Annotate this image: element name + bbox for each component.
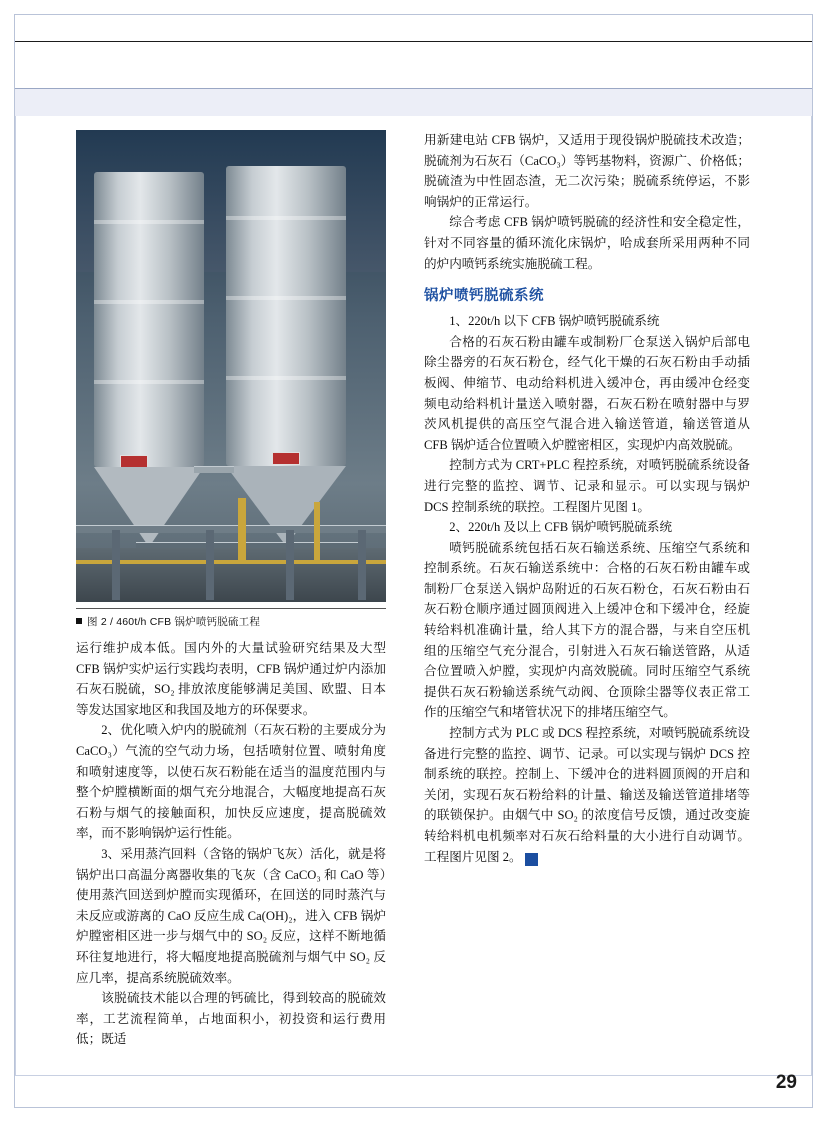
photo-silo-left (94, 172, 204, 467)
photo-structure (76, 560, 386, 564)
photo-support (286, 530, 294, 600)
photo-hopper-left (94, 467, 204, 547)
paragraph: 合格的石灰石粉由罐车或制粉厂仓泵送入锅炉后部电除尘器旁的石灰石粉仓，经气化干燥的石灰石粉由手动插板阀、伸缩节、电动给料机进入缓冲仓，再由缓冲仓经变频电动给料机计量送入喷射器，石灰石粉在喷射器中与罗茨风机提供的高压空气混合进入输送管道，输送管道从 CFB 锅炉适合位置喷入炉膛密相区，实现炉内高效脱硫。 (424, 334, 750, 452)
photo-band (226, 376, 346, 380)
photo-band (226, 296, 346, 300)
paragraph: 喷钙脱硫系统包括石灰石输送系统、压缩空气系统和控制系统。石灰石输送系统中：合格的石灰石粉由罐车或制粉厂仓泵送入锅炉岛附近的石灰石粉仓，石灰石粉由石灰石粉仓顺序通过圆顶阀进入上缓冲仓和下缓冲仓，经旋转给料机准确计量，给人其下方的混合器，与来自空压机组的压缩空气充分混合，引射进入石灰石输送管路，从适合位置喷入炉膛，实现炉内高效脱硫。同时压缩空气系统提供石灰石粉输送系统气动阀、仓顶除尘器等仪表正常工作的压缩空气和堵管状况下的排堵压缩空气。 (424, 540, 750, 720)
paragraph: 运行维护成本低。国内外的大量试验研究结果及大型 CFB 锅炉实炉运行实践均表明，CFB 锅炉通过炉内添加石灰石脱硫，SO₂ 排放浓度能够满足美国、欧盟、日本等发达国家地区和我国及地方的环保要求。 (76, 641, 386, 717)
photo-band (94, 300, 204, 304)
photo-support (206, 530, 214, 600)
photo-band (94, 380, 204, 384)
photo-pipe (76, 525, 386, 533)
article-end-mark: C (525, 853, 538, 866)
paragraph: 该脱硫技术能以合理的钙硫比，得到较高的脱硫效率，工艺流程简单，占地面积小，初投资和运行费用低；既适 (76, 991, 386, 1047)
photo-pipe (136, 542, 366, 548)
left-column-body (76, 638, 386, 1050)
paragraph: 1、220t/h 以下 CFB 锅炉喷钙脱硫系统 (449, 314, 660, 329)
photo-pipe (194, 466, 234, 473)
paragraph: 控制方式为 CRT+PLC 程控系统，对喷钙脱硫系统设备进行完整的监控、调节、记录和显示。可以实现与锅炉 DCS 控制系统的联控。工程图片见图 1。 (424, 458, 750, 514)
figure-caption (76, 614, 386, 629)
section-heading: 锅炉喷钙脱硫系统 (424, 288, 544, 305)
photo-silo-right (226, 166, 346, 466)
page-number: 29 (775, 1072, 797, 1093)
photo-ground (76, 548, 386, 602)
figure-photo (76, 130, 386, 602)
photo-band (94, 220, 204, 224)
left-column (76, 130, 386, 1050)
caption-divider (76, 608, 386, 609)
paragraph: 3、采用蒸汽回料（含铬的锅炉飞灰）活化，就是将锅炉出口高温分离器收集的飞灰（含 CaCO₃ 和 CaO 等）使用蒸汽回送到炉膛而实现循环，在回送的同时蒸汽与未反应或游离的 CaO 反应生成 Ca(OH)₂，进入 CFB 锅炉炉膛密相区进一步与烟气中的 SO₂ 反应，这样不断地循环往复地进行，将大幅度地提高脱硫剂与烟气中 SO₂ 反应几率，提高系统脱硫效率。 (76, 846, 386, 985)
figure-caption-text: 图 2 / 460t/h CFB 锅炉喷钙脱硫工程 (87, 616, 261, 628)
right-column (424, 130, 750, 867)
right-column-lead (424, 130, 750, 274)
header-band (15, 42, 812, 88)
paragraph (424, 723, 750, 867)
photo-band (226, 216, 346, 220)
right-column-body (424, 311, 750, 867)
photo-structure (238, 498, 246, 562)
photo-sign (272, 452, 300, 465)
paragraph: 2、优化喷入炉内的脱硫剂（石灰石粉的主要成分为 CaCO₃）气流的空气动力场，包括喷射位置、喷射角度和喷射速度等，以使石灰石粉能在适当的温度范围内与整个炉膛横断面的烟气充分地混合，大幅度地提高石灰石粉与烟气的接触面积，加快反应速度，提高脱硫效率，而不影响锅炉运行性能。 (76, 723, 386, 841)
photo-support (358, 530, 366, 600)
header-accent-band (15, 89, 812, 116)
paragraph: 用新建电站 CFB 锅炉，又适用于现役锅炉脱硫技术改造；脱硫剂为石灰石（CaCO₃）等钙基物料，资源广、价格低；脱硫渣为中性固态渣，无二次污染；脱硫系统停运，不影响锅炉的正常运行。 (424, 133, 750, 209)
photo-structure (314, 502, 320, 560)
paragraph-text: 控制方式为 PLC 或 DCS 程控系统，对喷钙脱硫系统设备进行完整的监控、调节、记录。可以实现与锅炉 DCS 控制系统的联控。控制上、下缓冲仓的进料圆顶阀的开启和关闭，实现石灰石粉给料的计量、输送及输送管道排堵等的联锁保护。由烟气中 SO₂ 的浓度信号反馈，通过改变旋转给料机电机频率对石灰石给料量的大小进行自动调节。工程图片见图 2。 (424, 726, 750, 864)
paragraph: 综合考虑 CFB 锅炉喷钙脱硫的经济性和安全稳定性，针对不同容量的循环流化床锅炉，哈成套所采用两种不同的炉内喷钙系统实施脱硫工程。 (424, 215, 750, 271)
footer-rule (15, 1075, 812, 1076)
paragraph: 2、220t/h 及以上 CFB 锅炉喷钙脱硫系统 (449, 520, 673, 535)
photo-support (112, 530, 120, 600)
bullet-square-icon (76, 618, 82, 624)
